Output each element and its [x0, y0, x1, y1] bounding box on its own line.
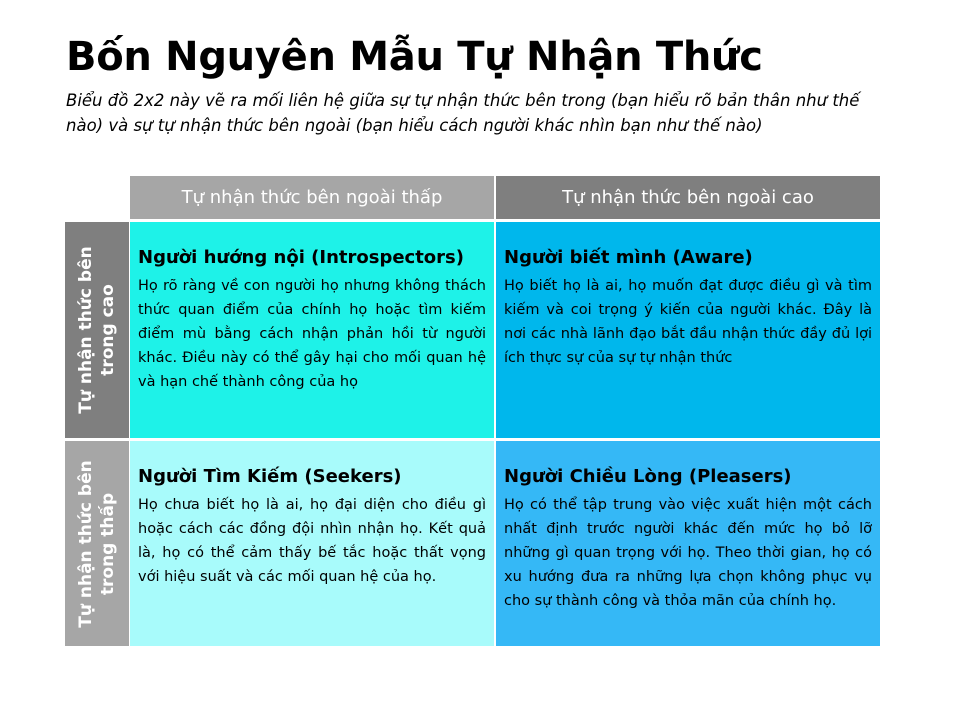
page-subtitle: Biểu đồ 2x2 này vẽ ra mối liên hệ giữa sự tự nhận thức bên trong (bạn hiểu rõ bản thân như thế nào) và sự tự nhận thức bên ngoài (bạn hiểu cách người khác nhìn bạn như thế nào)	[66, 91, 860, 135]
row-header-high-internal-label: Tự nhận thức bên trong cao	[76, 246, 118, 414]
column-header-low-external: Tự nhận thức bên ngoài thấp	[130, 176, 494, 219]
quadrant-introspectors-title: Người hướng nội (Introspectors)	[138, 247, 464, 268]
quadrant-introspectors	[130, 222, 494, 438]
row-header-high-internal	[65, 222, 129, 438]
quadrant-aware	[496, 222, 880, 438]
quadrant-seekers-title: Người Tìm Kiếm (Seekers)	[138, 466, 402, 487]
quadrant-seekers	[130, 441, 494, 646]
quadrant-aware-title: Người biết mình (Aware)	[504, 247, 753, 268]
quadrant-pleasers-title: Người Chiều Lòng (Pleasers)	[504, 466, 792, 487]
column-header-high-external: Tự nhận thức bên ngoài cao	[496, 176, 880, 219]
row-header-low-internal-label: Tự nhận thức bên trong thấp	[76, 459, 118, 628]
quadrant-introspectors-body: Họ rõ ràng về con người họ nhưng không thách thức quan điểm của chính họ hoặc tìm kiếm điểm mù bằng cách nhận phản hồi từ người khác. Điều này có thể gây hại cho mối quan hệ và hạn chế thành công của họ	[138, 278, 486, 390]
quadrant-pleasers-body: Họ có thể tập trung vào việc xuất hiện một cách nhất định trước người khác đến mức họ bỏ lỡ những gì quan trọng với họ. Theo thời gian, họ có xu hướng đưa ra những lựa chọn không phục vụ cho sự thành công và thỏa mãn của chính họ.	[504, 497, 872, 609]
row-header-low-internal	[65, 441, 129, 646]
quadrant-aware-body: Họ biết họ là ai, họ muốn đạt được điều gì và tìm kiếm và coi trọng ý kiến của người khác. Đây là nơi các nhà lãnh đạo bắt đầu nhận thức đầy đủ lợi ích thực sự của sự tự nhận thức	[504, 278, 872, 366]
quadrant-pleasers	[496, 441, 880, 646]
quadrant-seekers-body: Họ chưa biết họ là ai, họ đại diện cho điều gì hoặc cách các đồng đội nhìn nhận họ. Kết quả là, họ có thể cảm thấy bế tắc hoặc thất vọng với hiệu suất và các mối quan hệ của họ.	[138, 497, 486, 585]
page-title: Bốn Nguyên Mẫu Tự Nhận Thức	[66, 34, 763, 80]
